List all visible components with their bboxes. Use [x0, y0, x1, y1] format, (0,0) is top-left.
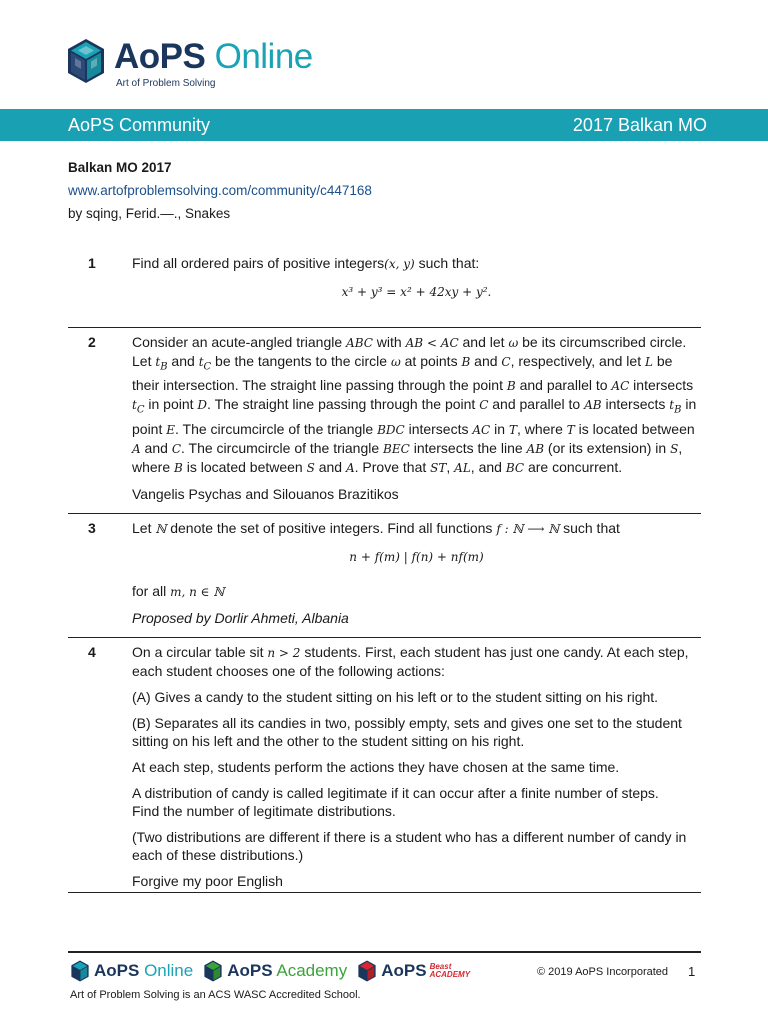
problem-paragraph: Forgive my poor English: [132, 872, 283, 889]
logo-tagline: Art of Problem Solving: [116, 78, 216, 89]
problem-credit: Vangelis Psychas and Silouanos Brazitikos: [132, 485, 399, 502]
problem-statement: Let ℕ denote the set of positive integers. Find all functions f : ℕ ⟶ ℕ such that: [132, 519, 620, 536]
banner-left-title: AoPS Community: [68, 114, 211, 135]
problem-credit: Proposed by Dorlir Ahmeti, Albania: [132, 609, 349, 626]
problem-paragraph: (Two distributions are different if there is a student who has a different number of candy in each of these distributions.): [132, 828, 687, 863]
problem-1: [68, 250, 701, 327]
content-end-rule: [68, 892, 701, 893]
problem-paragraph: (B) Separates all its candies in two, possibly empty, sets and gives one set to the student sitting on his left and the other to the student sitting on his right.: [132, 714, 682, 749]
problem-paragraph: (A) Gives a candy to the student sitting on his left or to the student sitting on his right.: [132, 688, 659, 705]
academy-cube-icon: [203, 960, 223, 982]
aops-cube-icon: [70, 960, 90, 982]
copyright-text: © 2019 AoPS Incorporated: [537, 966, 669, 978]
problem-number: 4: [88, 643, 96, 660]
problem-statement: On a circular table sit n > 2 students. First, each student has just one candy. At each step, each student chooses one of the following actions:: [132, 643, 689, 679]
display-equation: x³ + y³ = x² + 42xy + y².: [341, 285, 492, 299]
problem-number: 1: [88, 255, 96, 271]
problem-number: 3: [88, 519, 96, 536]
problem-statement: Find all ordered pairs of positive integers(x, y) such that:: [132, 255, 480, 271]
problem-condition: for all m, n ∈ ℕ: [132, 582, 225, 599]
aops-online-logo: [66, 38, 313, 89]
footer-logo-beast[interactable]: AoPS Beast ACADEMY: [357, 960, 470, 982]
accreditation-text: Art of Problem Solving is an ACS WASC Accredited School.: [70, 989, 361, 1001]
aops-cube-icon: [66, 38, 106, 84]
page-number: 1: [688, 964, 696, 979]
footer-logo-online[interactable]: AoPS Online: [70, 960, 193, 982]
problem-number: 2: [88, 334, 96, 350]
problem-3: [68, 513, 701, 637]
logo-wordmark: AoPS Online: [114, 37, 313, 76]
problem-4: [68, 637, 701, 900]
authors-line: by sqing, Ferid.—., Snakes: [68, 206, 231, 221]
footer-logos: [70, 960, 480, 982]
problem-list: [68, 250, 701, 900]
footer-rule: [68, 951, 701, 953]
display-equation: n + f(m) | f(n) + nf(m): [349, 549, 484, 564]
document-meta: [68, 156, 372, 225]
document-title: Balkan MO 2017: [68, 160, 172, 175]
beast-cube-icon: [357, 960, 377, 982]
beast-academy-wordmark: Beast ACADEMY: [429, 962, 471, 979]
banner-right-title: 2017 Balkan MO: [572, 114, 707, 135]
problem-paragraph: A distribution of candy is called legitimate if it can occur after a finite number of steps. Find the number of legitimate distributions.: [132, 784, 659, 819]
community-banner: [0, 109, 768, 141]
footer-logo-academy[interactable]: AoPS Academy: [203, 960, 347, 982]
problem-statement: Consider an acute-angled triangle ABC with AB < AC and let ω be its circumscribed circle. Let $t_B$ and $t_C$ be the tangents to the circle ω at points B and C, respectively, and let L be their intersection. The straight line passing through the point B and parallel to AC intersects $t_C$ in point D. The straight line passing through the point C and parallel to AB intersects $t_B$ in point E. The circumcircle of the triangle BDC intersects AC in T, where T is located between A and C. The circumcircle of the triangle BEC intersects the line AB (or its extension) in S, where B is located between S and A. Prove that ST, AL, and BC are concurrent.: [132, 334, 697, 475]
community-link[interactable]: www.artofproblemsolving.com/community/c447168: [68, 183, 372, 198]
problem-2: [68, 327, 701, 513]
problem-paragraph: At each step, students perform the actions they have chosen at the same time.: [132, 758, 620, 775]
